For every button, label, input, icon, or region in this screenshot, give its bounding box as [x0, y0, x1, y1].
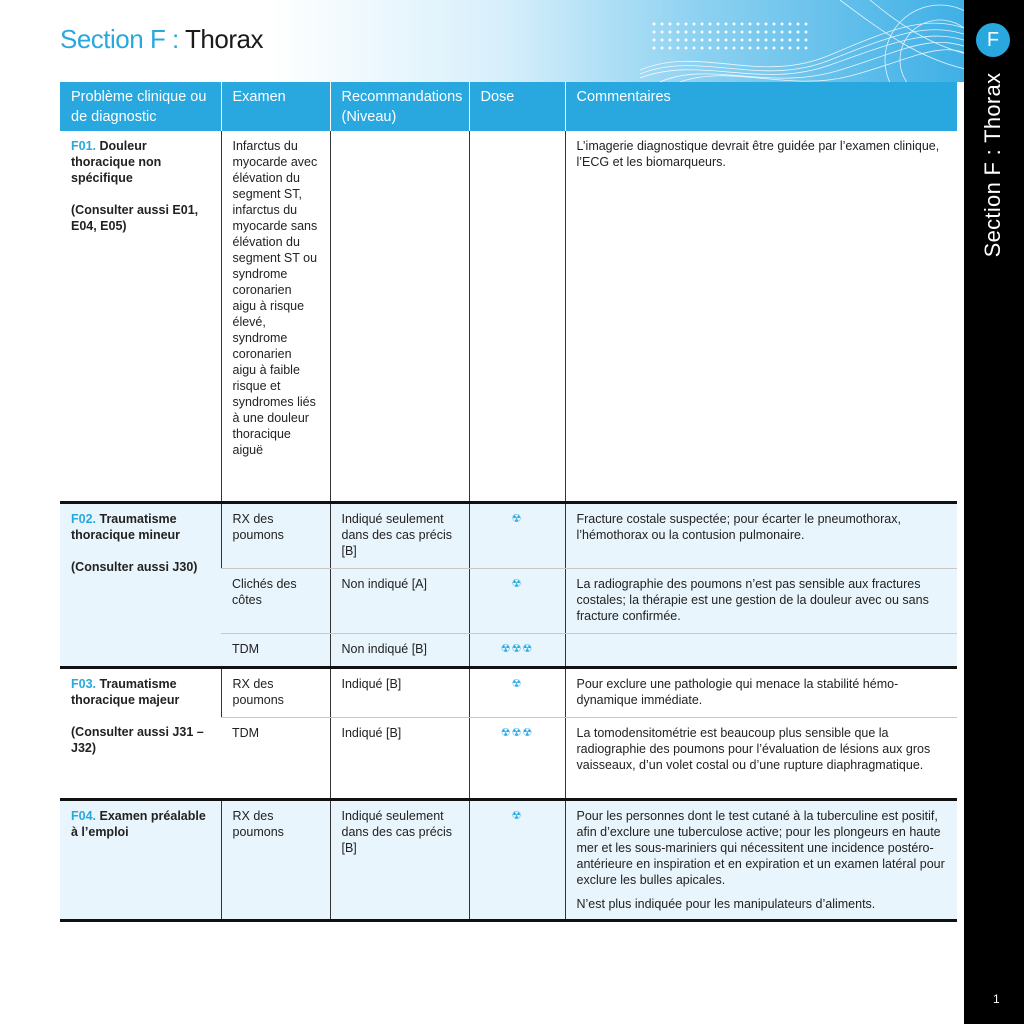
problem-code: F04.	[71, 809, 97, 823]
recommendation-cell	[330, 131, 469, 503]
comment-note: N’est plus indiquée pour les manipulateurs d’aliments.	[576, 897, 876, 911]
recommendations-table	[60, 82, 957, 922]
page-title	[60, 24, 263, 55]
column-header-problem: Problème clinique ou de diagnostic	[60, 82, 221, 131]
comment-cell: Fracture costale suspectée; pour écarter le pneumothorax, l’hémothorax ou la contusion pulmonaire.	[565, 503, 957, 569]
problem-cell-f02	[60, 503, 221, 668]
problem-code: F01.	[71, 139, 97, 153]
exam-cell: RX des poumons	[221, 503, 330, 569]
comment-cell	[565, 800, 957, 921]
column-header-comments: Commentaires	[565, 82, 957, 131]
exam-cell: TDM	[221, 718, 330, 800]
problem-reference: (Consulter aussi J30)	[71, 560, 198, 574]
exam-cell: RX des poumons	[221, 800, 330, 921]
recommendation-cell: Indiqué seulement dans des cas précis [B]	[330, 503, 469, 569]
recommendation-cell: Indiqué seulement dans des cas précis [B]	[330, 800, 469, 921]
page-number: 1	[993, 992, 1000, 1006]
column-header-recommendation: Recommandations (Niveau)	[330, 82, 469, 131]
recommendation-cell: Non indiqué [A]	[330, 569, 469, 634]
dose-radiation-icon: ☢☢☢	[469, 718, 565, 800]
problem-code: F03.	[71, 677, 97, 691]
page-title-prefix: Section F :	[60, 24, 179, 54]
problem-reference: (Consulter aussi J31 – J32)	[71, 725, 204, 755]
comment-cell: La radiographie des poumons n’est pas sensible aux fractures costales; la thérapie est une gestion de la douleur avec ou sans fracture confirmée.	[565, 569, 957, 634]
comment-text: Pour les personnes dont le test cutané à la tuberculine est positif, afin d’exclure une tuberculose active; pour les plongeurs en haute mer et les sous-mariniers qui nécessitent une incidence postéro-antérieure en inspiration et en expiration et un examen latéral pour exclure les bulles apicales.	[576, 809, 945, 887]
exam-cell: RX des poumons	[221, 668, 330, 718]
exam-cell: Infarctus du myocarde avec élévation du segment ST, infarctus du myocarde sans élévation du segment ST ou syndrome coronarien aigu à risque élevé, syndrome coronarien aigu à faible risque et syndromes liés à une douleur thoracique aiguë	[221, 131, 330, 503]
problem-cell-f01	[60, 131, 221, 503]
comment-cell	[565, 634, 957, 668]
problem-title: Examen préalable à l’emploi	[71, 809, 206, 839]
table-row-f03-a	[60, 668, 957, 718]
problem-cell-f04	[60, 800, 221, 921]
column-header-exam: Examen	[221, 82, 330, 131]
table-row-f04	[60, 800, 957, 921]
recommendation-cell: Non indiqué [B]	[330, 634, 469, 668]
dose-radiation-icon: ☢	[469, 668, 565, 718]
problem-title: Traumatisme thoracique mineur	[71, 512, 181, 542]
exam-cell: TDM	[221, 634, 330, 668]
section-letter-badge: F	[976, 23, 1010, 57]
problem-title: Traumatisme thoracique majeur	[71, 677, 180, 707]
sidebar-vertical-title: Section F : Thorax	[980, 72, 1005, 258]
problem-reference: (Consulter aussi E01, E04, E05)	[71, 203, 199, 233]
table-row-f01	[60, 131, 957, 503]
dose-radiation-icon: ☢	[469, 503, 565, 569]
problem-cell-f03	[60, 668, 221, 800]
table-row-f02-a	[60, 503, 957, 569]
dose-radiation-icon: ☢☢☢	[469, 634, 565, 668]
column-header-dose: Dose	[469, 82, 565, 131]
problem-title: Douleur thoracique non spécifique	[71, 139, 162, 185]
comment-cell: La tomodensitométrie est beaucoup plus sensible que la radiographie des poumons pour l’évaluation de lésions aux gros vaisseaux, d’un volet costal ou d’une rupture diaphragmatique.	[565, 718, 957, 800]
dose-radiation-icon: ☢	[469, 800, 565, 921]
recommendation-cell: Indiqué [B]	[330, 718, 469, 800]
table-header-row	[60, 82, 957, 131]
comment-cell: Pour exclure une pathologie qui menace la stabilité hémodynamique immédiate.	[565, 668, 957, 718]
page-title-main: Thorax	[185, 24, 263, 54]
dose-cell	[469, 131, 565, 503]
recommendation-cell: Indiqué [B]	[330, 668, 469, 718]
exam-cell: Clichés des côtes	[221, 569, 330, 634]
problem-code: F02.	[71, 512, 97, 526]
comment-cell: L’imagerie diagnostique devrait être guidée par l’examen clinique, l’ECG et les biomarqueurs.	[565, 131, 957, 503]
decorative-wave-lines	[640, 0, 964, 82]
dose-radiation-icon: ☢	[469, 569, 565, 634]
